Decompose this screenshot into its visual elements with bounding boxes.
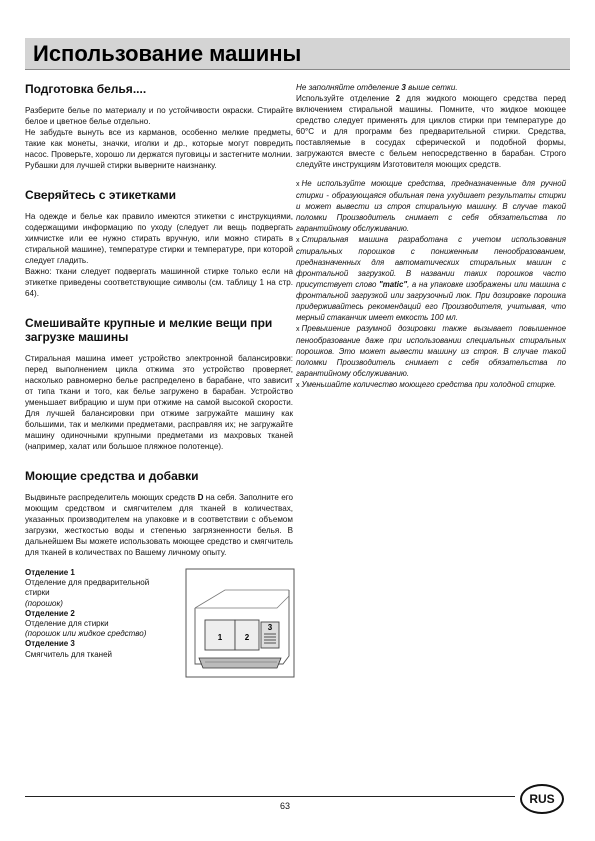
note-item: x Не используйте моющие средства, предназначенные для ручной стирки - образующаяся обильная пена ухудшает результаты стирки и может вывести из строя стиральную машину. В случае такой поломки Производитель снимает с себя обязательства по гарантийному обслуживанию. <box>296 179 566 233</box>
drawer-label-2: 2 <box>244 633 250 642</box>
section-title: Сверяйтесь с этикетками <box>25 188 176 202</box>
drawer-label-1: 1 <box>217 633 223 642</box>
note-item: x Стиральная машина разработана с учетом использования стиральных порошков с пониженным пенообразованием, предназначенных для автоматических стиральных машин с фронтальной загрузкой. В названии таких порошков часто присутствует слово "matic", а на упаковке изображены или машина с фронтальной загрузкой или загрузочный люк. При дозировке порошка придерживайтесь рекомендаций его Производителя, учитывая, что мерный стаканчик имеет емкость 100 мл. <box>296 235 566 322</box>
right-column <box>296 82 566 391</box>
compartment-legend <box>25 568 165 660</box>
paragraph: Стиральная машина имеет устройство электронной балансировки: перед выполнением цикла отжима это устройство проверяет, насколько равномерно белье распределено в барабане, что зависит от типа ткани и того, как белье загружено в барабан. Устройство уменьшает вибрацию и шум при отжиме на самой высокой скорости. Для лучшей балансировки при отжиме загружайте машину как большими, так и мелкими предметами, расправляя их; не загружайте машину одиночными крупными предметами из махровых тканей (например, халат или большое пляжное полотенце). <box>25 354 293 451</box>
page-title: Использование машины <box>25 38 570 70</box>
footer-divider <box>25 796 515 797</box>
paragraph: На одежде и белье как правило имеются этикетки с инструкциями, содержащими информацию по уходу (следует ли вещь подвергать химчистке или ее нужно стирать вручную, или можно стирать в стиральной машине), температуре стирки и температуре, при которой следует гладить. <box>25 212 293 265</box>
detergent-drawer-illustration <box>185 568 295 678</box>
section-detergents <box>25 469 293 558</box>
paragraph: Не заполняйте отделение 3 выше сетки. <box>296 83 458 92</box>
note-item: x Превышение разумной дозировки также вызывает повышенное пенообразование даже при использовании специальных стиральных порошков. Это может вывести машину из строя. В случае такой поломки Производитель снимает с себя обязательства по гарантийному обслуживанию. <box>296 324 566 378</box>
compartment-2-title: Отделение 2 <box>25 608 75 618</box>
language-badge: RUS <box>520 784 564 814</box>
compartment-1-note: (порошок) <box>25 598 63 608</box>
left-column <box>25 82 293 680</box>
note-item: x Уменьшайте количество моющего средства при холодной стирке. <box>296 380 557 389</box>
paragraph: Рубашки для лучшей стирки выверните наизнанку. <box>25 161 217 170</box>
compartment-1-title: Отделение 1 <box>25 568 75 577</box>
compartment-1-desc: Отделение для предварительной стирки <box>25 578 150 598</box>
section-title: Смешивайте крупные и мелкие вещи при загрузке машины <box>25 316 273 344</box>
section-title: Моющие средства и добавки <box>25 469 199 483</box>
paragraph: Разберите белье по материалу и по устойчивости окраски. Стирайте белое и цветное белье отдельно. <box>25 106 293 126</box>
section-title: Подготовка белья.... <box>25 82 147 96</box>
section-mixing <box>25 316 293 452</box>
compartments-block <box>25 568 293 680</box>
drawer-label-3: 3 <box>267 623 273 632</box>
paragraph: Используйте отделение 2 для жидкого моющего средства перед включением стиральной машины. Помните, что жидкое моющее средство следует применять для циклов стирки при температуре до 60°С и для программ без предварительной стирки. Средства, поставляемые в сосудах сферической и подобной формы, загружаются вместе с бельем непосредственно в барабан. Строго следуйте инструкциям Изготовителя моющих средств. <box>296 94 566 169</box>
compartment-2-note: (порошок или жидкое средство) <box>25 629 147 639</box>
compartment-3-title: Отделение 3 <box>25 639 75 649</box>
compartment-3-desc: Смягчитель для тканей <box>25 649 112 659</box>
paragraph: Не забудьте вынуть все из карманов, особенно мелкие предметы, такие как монеты, значки, иголки и др., которые могут повредить насос. Проверьте, хорошо ли держатся пуговицы и застегните молнии. <box>25 128 293 159</box>
page-number: 63 <box>280 801 291 811</box>
section-labels <box>25 188 293 299</box>
compartment-2-desc: Отделение для стирки <box>25 619 109 629</box>
paragraph: Важно: ткани следует подвергать машинной стирке только если на этикетке приведены соответствующие символы (см. таблицу 1 на стр. 64). <box>25 267 293 298</box>
paragraph: Выдвиньте распределитель моющих средств D на себя. Заполните его моющим средством и смягчителем для тканей в количествах, указанных производителем на упаковке и в соответствии с объемом загрузки, жесткостью воды и степенью загрязненности белья. В дальнейшем Вы можете использовать моющее средство и смягчитель для тканей в количествах по Вашему личному опыту. <box>25 493 294 557</box>
section-laundry-prep <box>25 82 293 171</box>
